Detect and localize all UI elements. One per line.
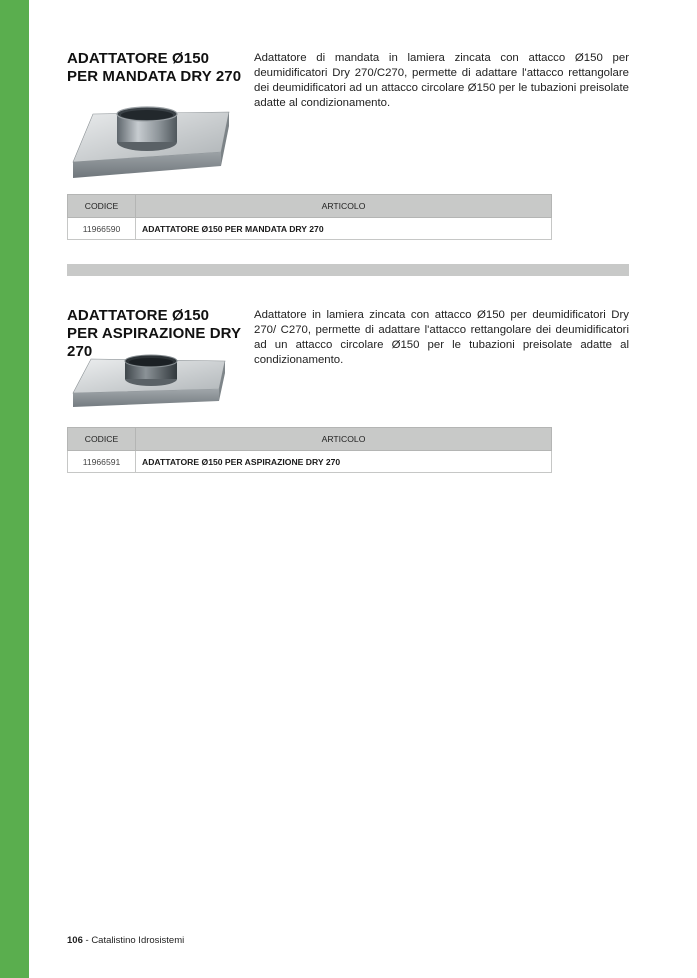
- column-header-article: ARTICOLO: [136, 428, 552, 451]
- product-code-table: [67, 194, 552, 240]
- product-article: ADATTATORE Ø150 PER ASPIRAZIONE DRY 270: [136, 451, 552, 473]
- column-header-code: CODICE: [68, 195, 136, 218]
- product-title: ADATTATORE Ø150 PER ASPIRAZIONE DRY 270: [67, 307, 241, 360]
- product-article: ADATTATORE Ø150 PER MANDATA DRY 270: [136, 218, 552, 240]
- section-divider: [67, 264, 629, 276]
- product-code: 11966591: [68, 451, 136, 473]
- duct-adapter-image: [71, 353, 227, 411]
- product-description: Adattatore di mandata in lamiera zincata con attacco Ø150 per deumidificatori Dry 270/C270, permette di adattare l'attacco rettangolare dei deumidificatori ad un attacco circolare Ø150 per le tubazioni preisolate adatte al condizionamento.: [254, 52, 629, 109]
- footer-separator: -: [82, 935, 92, 946]
- duct-adapter-image: [71, 106, 231, 180]
- product-title: ADATTATORE Ø150 PER MANDATA DRY 270: [67, 50, 242, 85]
- product-code: 11966590: [68, 218, 136, 240]
- product-description: Adattatore in lamiera zincata con attacco Ø150 per deumidificatori Dry 270/ C270, permette di adattare l'attacco rettangolare dei deumidificatori ad un attacco circolare Ø150 per le tubazioni preisolate adatte al condizionamento.: [254, 309, 629, 366]
- table-row: [68, 451, 552, 473]
- product-code-table: [67, 427, 552, 473]
- page-number: 106: [67, 935, 83, 946]
- page-footer: [67, 935, 184, 946]
- table-row: [68, 218, 552, 240]
- catalog-name: Catalistino Idrosistemi: [91, 935, 185, 946]
- column-header-code: CODICE: [68, 428, 136, 451]
- column-header-article: ARTICOLO: [136, 195, 552, 218]
- side-accent-bar: [0, 0, 29, 978]
